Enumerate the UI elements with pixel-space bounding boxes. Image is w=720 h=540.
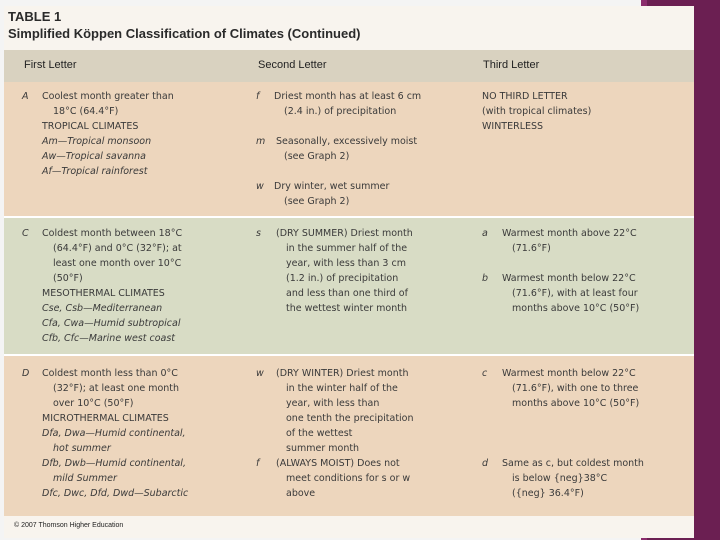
first-letter-code: C xyxy=(22,228,29,239)
second-letter-line: one tenth the precipitation xyxy=(286,413,414,424)
second-letter-code: s xyxy=(256,228,261,239)
third-letter-line: Warmest month below 22°C xyxy=(502,368,636,379)
third-letter-line: (71.6°F), with at least four xyxy=(512,288,638,299)
first-letter-line: Dfc, Dwc, Dfd, Dwd—Subarctic xyxy=(42,488,189,499)
second-letter-line: (1.2 in.) of precipitation xyxy=(286,273,399,284)
third-letter-line: NO THIRD LETTER xyxy=(482,91,568,102)
third-letter-code: c xyxy=(482,368,488,379)
second-letter-line: year, with less than xyxy=(286,398,380,409)
third-letter-code: a xyxy=(482,228,488,239)
third-letter-line: months above 10°C (50°F) xyxy=(512,303,640,314)
third-letter-line: ({neg} 36.4°F) xyxy=(512,488,584,499)
copyright-notice: © 2007 Thomson Higher Education xyxy=(14,522,124,529)
third-letter-code: b xyxy=(482,273,489,284)
section-c xyxy=(4,218,694,354)
second-letter-line: the wettest winter month xyxy=(286,303,407,314)
second-letter-line: (see Graph 2) xyxy=(284,151,350,162)
first-letter-line: MICROTHERMAL CLIMATES xyxy=(42,413,169,424)
second-letter-line: in the winter half of the xyxy=(286,383,398,394)
second-letter-line: (see Graph 2) xyxy=(284,196,350,207)
third-letter-line: Warmest month above 22°C xyxy=(502,228,637,239)
first-letter-line: least one month over 10°C xyxy=(53,258,182,269)
first-letter-line: Cfb, Cfc—Marine west coast xyxy=(42,333,176,344)
second-letter-code: f xyxy=(256,91,260,102)
first-letter-line: Coldest month less than 0°C xyxy=(42,368,178,379)
first-letter-line: (50°F) xyxy=(53,273,83,284)
second-letter-line: summer month xyxy=(286,443,360,454)
table-title: Simplified Köppen Classification of Climates (Continued) xyxy=(8,26,361,41)
first-letter-line: Af—Tropical rainforest xyxy=(42,166,148,177)
first-letter-line: Cse, Csb—Mediterranean xyxy=(42,303,163,314)
second-letter-line: (2.4 in.) of precipitation xyxy=(284,106,397,117)
second-letter-code: m xyxy=(256,136,266,147)
first-letter-line: Coldest month between 18°C xyxy=(42,228,183,239)
first-letter-line: mild Summer xyxy=(53,473,117,484)
second-letter-code: f xyxy=(256,458,260,469)
third-letter-line: is below {neg}38°C xyxy=(512,473,608,484)
first-letter-code: A xyxy=(22,91,29,102)
second-letter-line: meet conditions for s or w xyxy=(286,473,411,484)
first-letter-line: Aw—Tropical savanna xyxy=(42,151,147,162)
first-letter-line: (32°F); at least one month xyxy=(53,383,180,394)
third-letter-line: Same as c, but coldest month xyxy=(502,458,644,469)
first-letter-line: Cfa, Cwa—Humid subtropical xyxy=(42,318,181,329)
third-letter-line: (71.6°F), with one to three xyxy=(512,383,639,394)
section-d xyxy=(4,356,694,516)
second-letter-line: and less than one third of xyxy=(286,288,408,299)
second-letter-line: in the summer half of the xyxy=(286,243,408,254)
first-letter-line: Am—Tropical monsoon xyxy=(42,136,152,147)
first-letter-line: MESOTHERMAL CLIMATES xyxy=(42,288,165,299)
second-letter-line: Seasonally, excessively moist xyxy=(276,136,418,147)
second-letter-line: Dry winter, wet summer xyxy=(274,181,390,192)
first-letter-line: Dfa, Dwa—Humid continental, xyxy=(42,428,186,439)
second-letter-code: w xyxy=(256,181,264,192)
first-letter-line: Dfb, Dwb—Humid continental, xyxy=(42,458,186,469)
first-letter-line: hot summer xyxy=(53,443,111,454)
second-letter-line: (ALWAYS MOIST) Does not xyxy=(276,458,400,469)
third-letter-line: months above 10°C (50°F) xyxy=(512,398,640,409)
first-letter-code: D xyxy=(22,368,30,379)
first-letter-line: (64.4°F) and 0°C (32°F); at xyxy=(53,243,182,254)
first-letter-line: Coolest month greater than xyxy=(42,91,174,102)
second-letter-line: of the wettest xyxy=(286,428,353,439)
third-letter-line: WINTERLESS xyxy=(482,121,544,132)
third-letter-line: Warmest month below 22°C xyxy=(502,273,636,284)
second-letter-code: w xyxy=(256,368,264,379)
first-letter-line: over 10°C (50°F) xyxy=(53,398,134,409)
table-label: TABLE 1 xyxy=(8,9,62,24)
first-letter-line: 18°C (64.4°F) xyxy=(53,106,119,117)
second-letter-line: Driest month has at least 6 cm xyxy=(274,91,422,102)
third-letter-code: d xyxy=(482,458,489,469)
section-a xyxy=(4,82,694,216)
header-second-letter: Second Letter xyxy=(258,59,327,71)
second-letter-line: above xyxy=(286,488,316,499)
second-letter-line: (DRY SUMMER) Driest month xyxy=(276,228,413,239)
second-letter-line: (DRY WINTER) Driest month xyxy=(276,368,409,379)
table-header-row xyxy=(4,50,694,82)
header-first-letter: First Letter xyxy=(24,59,77,71)
header-third-letter: Third Letter xyxy=(483,59,540,71)
second-letter-line: year, with less than 3 cm xyxy=(286,258,406,269)
third-letter-line: (71.6°F) xyxy=(512,243,551,254)
first-letter-line: TROPICAL CLIMATES xyxy=(42,121,139,132)
third-letter-line: (with tropical climates) xyxy=(482,106,592,117)
